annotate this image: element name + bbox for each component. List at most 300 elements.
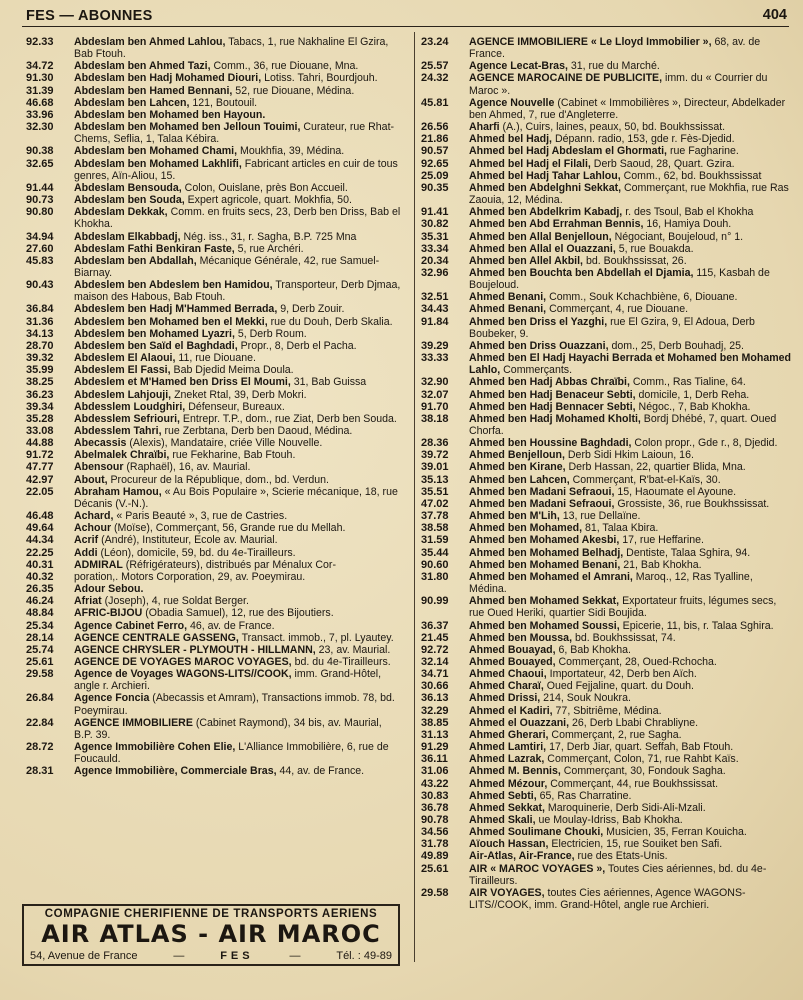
phone-number: 34.56 (421, 826, 449, 839)
subscriber-details: 9, Derb Zouir. (277, 303, 345, 316)
subscriber-details: 5, Derb Roum. (234, 327, 307, 340)
subscriber-details: rue Fagharine. (667, 145, 739, 158)
subscriber-details: (Raphaël), 16, av. Maurial. (123, 461, 251, 474)
phone-number: 91.84 (421, 315, 449, 328)
entry-text (74, 510, 402, 522)
directory-entry (26, 595, 402, 607)
subscriber-details: 5, rue Archéri. (234, 242, 304, 255)
subscriber-name: Abdeslam Fathi Benkiran Faste, (74, 242, 235, 255)
entry-text (74, 437, 402, 449)
subscriber-name: Abdesslem Loudghiri, (74, 400, 186, 413)
phone-number: 26.56 (421, 121, 449, 134)
subscriber-details: Musicien, 35, Ferran Kouicha. (603, 826, 747, 839)
subscriber-details: Fabricant articles en cuir de tous genres, Aïn-Aliou, 15. (74, 157, 398, 182)
subscriber-details: Tabacs, 1, rue Nakhaline El Gzira, Bab Ftouh. (74, 36, 389, 61)
phone-number: 91.70 (421, 400, 449, 413)
entry-text (74, 607, 402, 619)
subscriber-details: Commerçant, 44, rue Boukhssissat. (547, 777, 719, 790)
phone-number: 42.97 (26, 473, 54, 486)
subscriber-details: 31, rue du Marché. (567, 60, 660, 73)
subscriber-details: Commerçant, 2, rue Sagha. (548, 728, 682, 741)
directory-entry (421, 158, 793, 170)
phone-number: 31.78 (421, 838, 449, 851)
subscriber-details: Transact. immob., 7, pl. Lyautey. (238, 631, 394, 644)
directory-entry (421, 668, 793, 680)
directory-entry (26, 461, 402, 473)
subscriber-name: Addi (74, 546, 98, 559)
subscriber-name: Ahmed ben Bouchta ben Abdellah el Djamia, (469, 266, 694, 279)
subscriber-details: Dépann. radio, 153, gde r. Fès-Djedid. (552, 133, 735, 146)
phone-number: 90.99 (421, 595, 449, 608)
phone-number: 37.78 (421, 510, 449, 523)
subscriber-details: Lotiss. Tahri, Bourdjouh. (261, 72, 378, 85)
subscriber-name: Abdeslem ben Abdeslem ben Hamidou, (74, 279, 273, 292)
directory-entry (26, 194, 402, 206)
subscriber-details: 214, Souk Noukra. (540, 692, 631, 705)
phone-number: 91.29 (421, 741, 449, 754)
entry-text (74, 632, 402, 644)
entry-text (74, 656, 402, 668)
phone-number: 35.44 (421, 546, 449, 559)
subscriber-name: Abdeslam Dekkak, (74, 206, 168, 219)
entry-text (469, 121, 793, 133)
subscriber-details: 13, rue Dellaïne. (559, 510, 641, 523)
phone-number: 25.61 (421, 862, 449, 875)
subscriber-details: (Alexis), Mandataire, criée Ville Nouvelle. (126, 437, 323, 450)
entry-text (74, 303, 402, 315)
directory-entry (421, 413, 793, 437)
phone-number: 34.13 (26, 327, 54, 340)
directory-entry (421, 705, 793, 717)
phone-number: 90.57 (421, 145, 449, 158)
entry-text (469, 802, 793, 814)
phone-number: 49.64 (26, 522, 54, 535)
directory-entry (26, 145, 402, 157)
entry-text (74, 547, 402, 559)
phone-number: 21.45 (421, 631, 449, 644)
subscriber-name: Air-Atlas, Air-France, (469, 850, 575, 863)
phone-number: 28.72 (26, 741, 54, 754)
subscriber-details: 65, Ras Charratine. (536, 789, 632, 802)
entry-text (469, 218, 793, 230)
subscriber-name: Ahmed Benjelloun, (469, 449, 565, 462)
subscriber-details: Commerçants. (500, 364, 573, 377)
subscriber-name: Ahmed ben Abd Errahman Bennis, (469, 218, 644, 231)
subscriber-details: bd. Boukhssissat, 26. (583, 254, 687, 267)
entry-text (469, 352, 793, 376)
subscriber-details: (Léon), domicile, 59, bd. du 4e-Tirailleurs. (97, 546, 296, 559)
directory-entry (26, 765, 402, 777)
phone-number: 25.74 (26, 643, 54, 656)
phone-number: 90.80 (26, 206, 54, 219)
subscriber-details: (André), Instituteur, Ecole av. Maurial. (98, 534, 278, 547)
phone-number: 92.65 (421, 157, 449, 170)
subscriber-details: 5, rue Bouakda. (615, 242, 694, 255)
subscriber-details: Comm., 62, bd. Boukhssissat (620, 169, 762, 182)
directory-entry (421, 486, 793, 498)
directory-entry (26, 692, 402, 716)
phone-number: 28.70 (26, 339, 54, 352)
directory-entry (421, 36, 793, 60)
phone-number: 25.34 (26, 619, 54, 632)
subscriber-details: 17, rue Heffarine. (619, 534, 704, 547)
entry-text (469, 267, 793, 291)
phone-number: 35.51 (421, 485, 449, 498)
entry-text (74, 522, 402, 534)
subscriber-name: Ahmed ben Allal el Ouazzani, (469, 242, 616, 255)
phone-number: 91.41 (421, 206, 449, 219)
entry-text (469, 729, 793, 741)
subscriber-name: AGENCE MAROCAINE DE PUBLICITE, (469, 72, 663, 85)
subscriber-name: AGENCE CHRYSLER - PLYMOUTH - HILLMANN, (74, 643, 316, 656)
subscriber-name: ADMIRAL (74, 558, 123, 571)
subscriber-details: Commerçant, 4, rue Diouane. (546, 303, 689, 316)
subscriber-name: Abecassis (74, 437, 127, 450)
subscriber-name: Ahmed Sekkat, (469, 801, 545, 814)
subscriber-details: « Au Bois Populaire », Scierie mécanique, 18, rue Décanis (V.-N.). (74, 485, 398, 510)
directory-entry (26, 559, 402, 571)
subscriber-details: rue Fekharine, Bab Ftouh. (169, 449, 296, 462)
entry-text (74, 692, 402, 716)
subscriber-details: Négoc., 7, Bab Khokha. (635, 400, 751, 413)
subscriber-details: bd. du 4e-Tirailleurs. (291, 655, 391, 668)
directory-entry (421, 316, 793, 340)
directory-entry (26, 607, 402, 619)
subscriber-details: Epicerie, 11, bis, r. Talaa Sghira. (619, 619, 774, 632)
entry-text (74, 620, 402, 632)
directory-entry (421, 559, 793, 571)
directory-entry (26, 668, 402, 692)
entry-text (469, 486, 793, 498)
directory-entry (421, 814, 793, 826)
subscriber-name: Ahmed ben Driss Ouazzani, (469, 339, 609, 352)
phone-number: 44.88 (26, 437, 54, 450)
entry-text (74, 352, 402, 364)
subscriber-name: Ahmed ben Mohamed el Amrani, (469, 570, 633, 583)
entry-text (74, 72, 402, 84)
subscriber-name: Ahmed bel Hadj Abdeslam el Ghormati, (469, 145, 667, 158)
phone-number: 40.31 (26, 558, 54, 571)
directory-entry (26, 97, 402, 109)
entry-text (469, 449, 793, 461)
entry-text (469, 814, 793, 826)
subscriber-details: (Cabinet « Immobilières », Directeur, Abdelkader ben Ahmed, 7, rue d'Angleterre. (469, 96, 786, 121)
phone-number: 25.09 (421, 169, 449, 182)
subscriber-name: Agence Immobilière, Commerciale Bras, (74, 765, 277, 778)
phone-number: 35.99 (26, 364, 54, 377)
subscriber-details: L'Alliance Immobilière, 6, rue de Foucauld. (74, 741, 389, 766)
entry-text (469, 620, 793, 632)
subscriber-name: Abdeslam ben Hadj Mohamed Diouri, (74, 72, 262, 85)
subscriber-name: Abdeslam ben Mohamed ben Jelloun Touimi, (74, 121, 301, 134)
directory-entry (421, 60, 793, 72)
subscriber-name: Ahmed bel Hadj Tahar Lahlou, (469, 169, 621, 182)
subscriber-details: Toutes Cies aériennes, bd. du 4e-Tirailleurs. (469, 862, 767, 887)
subscriber-name: Ahmed el Kadiri, (469, 704, 553, 717)
directory-entry (26, 510, 402, 522)
subscriber-details: (Obadia Samuel), 12, rue des Bijoutiers. (142, 607, 334, 620)
phone-number: 90.35 (421, 181, 449, 194)
subscriber-name: Ahmed ben M'Lih, (469, 510, 560, 523)
subscriber-details: rue El Gzira, 9, El Adoua, Derb Boubeker, 9. (469, 315, 755, 340)
phone-number: 90.78 (421, 814, 449, 826)
subscriber-details: 15, Haoumate el Ayoune. (614, 485, 737, 498)
phone-number: 45.83 (26, 254, 54, 267)
left-column (26, 36, 402, 778)
entry-text (74, 486, 402, 510)
directory-entry (26, 656, 402, 668)
phone-number: 21.86 (421, 133, 449, 146)
subscriber-name: Abdeslem ben Mohamed ben el Mekki, (74, 315, 268, 328)
subscriber-details: Moukhfia, 39, Médina. (237, 145, 345, 158)
subscriber-details: « Paris Beauté », 3, rue de Castries. (113, 510, 288, 523)
phone-number: 48.84 (26, 607, 54, 620)
directory-entry (26, 632, 402, 644)
directory-entry (421, 401, 793, 413)
entry-text (469, 571, 793, 595)
directory-entry (26, 36, 402, 60)
directory-entry (26, 474, 402, 486)
directory-entry (421, 291, 793, 303)
subscriber-name: Ahmed el Ouazzani, (469, 716, 570, 729)
entry-text (74, 194, 402, 206)
subscriber-details: Maroquinerie, Derb Sidi-Ali-Mzali. (544, 801, 706, 814)
right-column (421, 36, 793, 911)
subscriber-name: Ahmed bel Hadj, (469, 133, 552, 146)
entry-text (74, 145, 402, 157)
entry-text (469, 291, 793, 303)
phone-number: 39.32 (26, 352, 54, 365)
page-number: 404 (762, 7, 787, 23)
directory-entry (26, 620, 402, 632)
entry-text (469, 316, 793, 340)
subscriber-details: rue du Douh, Derb Skalia. (267, 315, 393, 328)
subscriber-details: 115, Kasbah de Boujeloud. (469, 266, 770, 292)
subscriber-details: Derb Saoud, 28, Quart. Gzira. (590, 157, 735, 170)
subscriber-name: Abdeslem El Alaoui, (74, 352, 176, 365)
phone-number: 20.34 (421, 254, 449, 267)
directory-entry (26, 571, 402, 583)
phone-number: 24.32 (421, 72, 449, 85)
subscriber-name: Ahmed ben Hadj Mohamed Kholti, (469, 412, 641, 425)
subscriber-name: AFRIC-BIJOU (74, 607, 143, 620)
directory-entry (26, 231, 402, 243)
phone-number: 33.96 (26, 108, 54, 121)
subscriber-name: Ahmed ben Mohamed Akesbi, (469, 534, 620, 547)
phone-number: 32.90 (421, 376, 449, 389)
entry-text (469, 133, 793, 145)
entry-text (469, 559, 793, 571)
directory-entry (421, 790, 793, 802)
subscriber-name: Ahmed ben Mohamed Benani, (469, 558, 621, 571)
directory-entry (421, 765, 793, 777)
phone-number: 27.60 (26, 242, 54, 255)
subscriber-name: Abdeslam ben Hamed Bennani, (74, 84, 233, 97)
entry-text (74, 571, 402, 583)
directory-entry (26, 316, 402, 328)
directory-entry (26, 328, 402, 340)
subscriber-name: Ahmed Chaoui, (469, 668, 547, 681)
entry-text (469, 838, 793, 850)
directory-entry (26, 206, 402, 230)
entry-text (74, 182, 402, 194)
entry-text (469, 547, 793, 559)
directory-entry (421, 255, 793, 267)
directory-entry (421, 437, 793, 449)
phone-number: 91.44 (26, 181, 54, 194)
subscriber-name: Abdeslam ben Ahmed Tazi, (74, 60, 211, 73)
entry-text (74, 559, 402, 571)
phone-number: 92.72 (421, 643, 449, 656)
directory-entry (421, 863, 793, 887)
entry-text (74, 741, 402, 765)
entry-text (74, 534, 402, 546)
directory-entry (26, 352, 402, 364)
entry-text (74, 85, 402, 97)
directory-entry (421, 510, 793, 522)
directory-entry (421, 133, 793, 145)
directory-entry (421, 206, 793, 218)
phone-number: 35.13 (421, 473, 449, 486)
entry-text (469, 668, 793, 680)
directory-entry (421, 547, 793, 559)
subscriber-name: Ahmed ben Mohamed Sekkat, (469, 595, 620, 608)
directory-entry (26, 72, 402, 84)
phone-number: 36.78 (421, 801, 449, 814)
directory-entry (421, 680, 793, 692)
subscriber-details: 16, Hamiya Douh. (643, 218, 732, 231)
entry-text (74, 668, 402, 692)
subscriber-name: Abdeslem Lahjouji, (74, 388, 172, 401)
subscriber-details: toutes Cies aériennes, Agence WAGONS-LITS//COOK, imm. Grand-Hôtel, angle rue Archieri. (469, 886, 746, 912)
subscriber-name: Afriat (74, 595, 102, 608)
entry-text (74, 474, 402, 486)
subscriber-name: AGENCE IMMOBILIERE (74, 716, 193, 729)
subscriber-details: Transporteur, Derb Djmaa, maison des Habous, Bab Ftouh. (74, 279, 401, 304)
phone-number: 36.84 (26, 303, 54, 316)
directory-entry (421, 72, 793, 96)
phone-number: 36.23 (26, 388, 54, 401)
phone-number: 31.06 (421, 765, 449, 778)
subscriber-details: 21, Bab Khokha. (620, 558, 702, 571)
directory-entry (26, 522, 402, 534)
phone-number: 39.01 (421, 461, 449, 474)
entry-text (74, 60, 402, 72)
entry-text (469, 887, 793, 911)
subscriber-name: Acrif (74, 534, 99, 547)
subscriber-name: Aharfi (469, 121, 500, 134)
subscriber-details: ue Moulay-Idriss, Bab Khokha. (535, 814, 683, 826)
phone-number: 28.31 (26, 765, 54, 778)
entry-text (469, 680, 793, 692)
directory-entry (26, 279, 402, 303)
entry-text (469, 158, 793, 170)
subscriber-name: Ahmed ben Driss el Yazghi, (469, 315, 608, 328)
subscriber-details: Maroq., 12, Ras Tyalline, Médina. (469, 570, 753, 596)
entry-text (469, 656, 793, 668)
directory-entry (26, 717, 402, 741)
phone-number: 25.57 (421, 60, 449, 73)
subscriber-name: Abdeslem El Fassi, (74, 364, 171, 377)
subscriber-details: 26, Derb Lbabi Chrabliyne. (569, 716, 699, 729)
phone-number: 38.85 (421, 716, 449, 729)
subscriber-details: 11, rue Diouane. (175, 352, 256, 365)
phone-number: 30.66 (421, 680, 449, 693)
entry-text (469, 498, 793, 510)
subscriber-name: Agence Lecat-Bras, (469, 60, 568, 73)
directory-entry (421, 620, 793, 632)
advert-brand: AIR ATLAS - AIR MAROC (41, 920, 381, 948)
directory-entry (421, 145, 793, 157)
entry-text (469, 850, 793, 862)
subscriber-details: 6, Bab Khokha. (555, 643, 631, 656)
directory-entry (26, 109, 402, 121)
entry-text (74, 461, 402, 473)
phone-number: 23.24 (421, 36, 449, 48)
phone-number: 90.60 (421, 558, 449, 571)
directory-entry (421, 303, 793, 315)
directory-entry (421, 729, 793, 741)
subscriber-details: Commerçant, R'bat-el-Kaïs, 30. (569, 473, 721, 486)
subscriber-details: Commerçant, rue Mokhfia, rue Ras Zaouia, 12, Médina. (469, 181, 789, 207)
subscriber-details: Bab Djedid Meima Doula. (170, 364, 294, 377)
subscriber-name: Ahmed ben Allel Akbil, (469, 254, 583, 267)
entry-text (74, 644, 402, 656)
subscriber-details: Electricien, 15, rue Souiket ben Safi. (548, 838, 723, 851)
phone-number: 26.84 (26, 692, 54, 705)
entry-text (469, 243, 793, 255)
subscriber-name: Ahmed Lazrak, (469, 753, 545, 766)
directory-entry (421, 717, 793, 729)
entry-text (74, 425, 402, 437)
subscriber-details: Commerçant, 30, Fondouk Sagha. (560, 765, 726, 778)
phone-number: 46.24 (26, 595, 54, 608)
directory-entry (421, 243, 793, 255)
entry-text (469, 644, 793, 656)
subscriber-name: Abdesslem Tahri, (74, 425, 162, 437)
directory-entry (421, 595, 793, 619)
subscriber-name: Ahmed Mézour, (469, 777, 548, 790)
directory-entry (421, 887, 793, 911)
directory-entry (421, 826, 793, 838)
subscriber-details: rue des Etats-Unis. (574, 850, 668, 863)
advert-phone: Tél. : 49-89 (336, 950, 392, 962)
subscriber-details: Mécanique Générale, 42, rue Samuel-Biarnay. (74, 254, 380, 279)
subscriber-name: Abdeslem et M'Hamed ben Driss El Moumi, (74, 376, 291, 389)
subscriber-details: 68, av. de France. (469, 36, 761, 61)
subscriber-details: Commerçant, Colon, 71, rue Rahbt Kaïs. (544, 753, 739, 766)
subscriber-details: Oued Fejjaline, quart. du Douh. (543, 680, 694, 693)
subscriber-details: Bordj Dhébé, 7, quart. Oued Chorfa. (469, 412, 777, 437)
entry-text (74, 413, 402, 425)
advert-separator: — (289, 950, 301, 962)
entry-text (469, 753, 793, 765)
subscriber-name: Abdeslam ben Souda, (74, 194, 185, 207)
phone-number: 36.37 (421, 619, 449, 632)
directory-entry (421, 778, 793, 790)
subscriber-name: Ahmed ben Hadj Abbas Chraïbi, (469, 376, 630, 389)
directory-entry (26, 303, 402, 315)
subscriber-name: Ahmed Benani, (469, 291, 547, 304)
advert-company: COMPAGNIE CHERIFIENNE DE TRANSPORTS AERIENS (44, 908, 378, 920)
subscriber-details: 81, Talaa Kbira. (582, 522, 659, 535)
directory-entry (26, 534, 402, 546)
phone-number: 31.13 (421, 728, 449, 741)
entry-text (74, 389, 402, 401)
entry-text (469, 182, 793, 206)
directory-entry (26, 340, 402, 352)
subscriber-name: AGENCE IMMOBILIERE « Le Lloyd Immobilier », (469, 36, 712, 48)
